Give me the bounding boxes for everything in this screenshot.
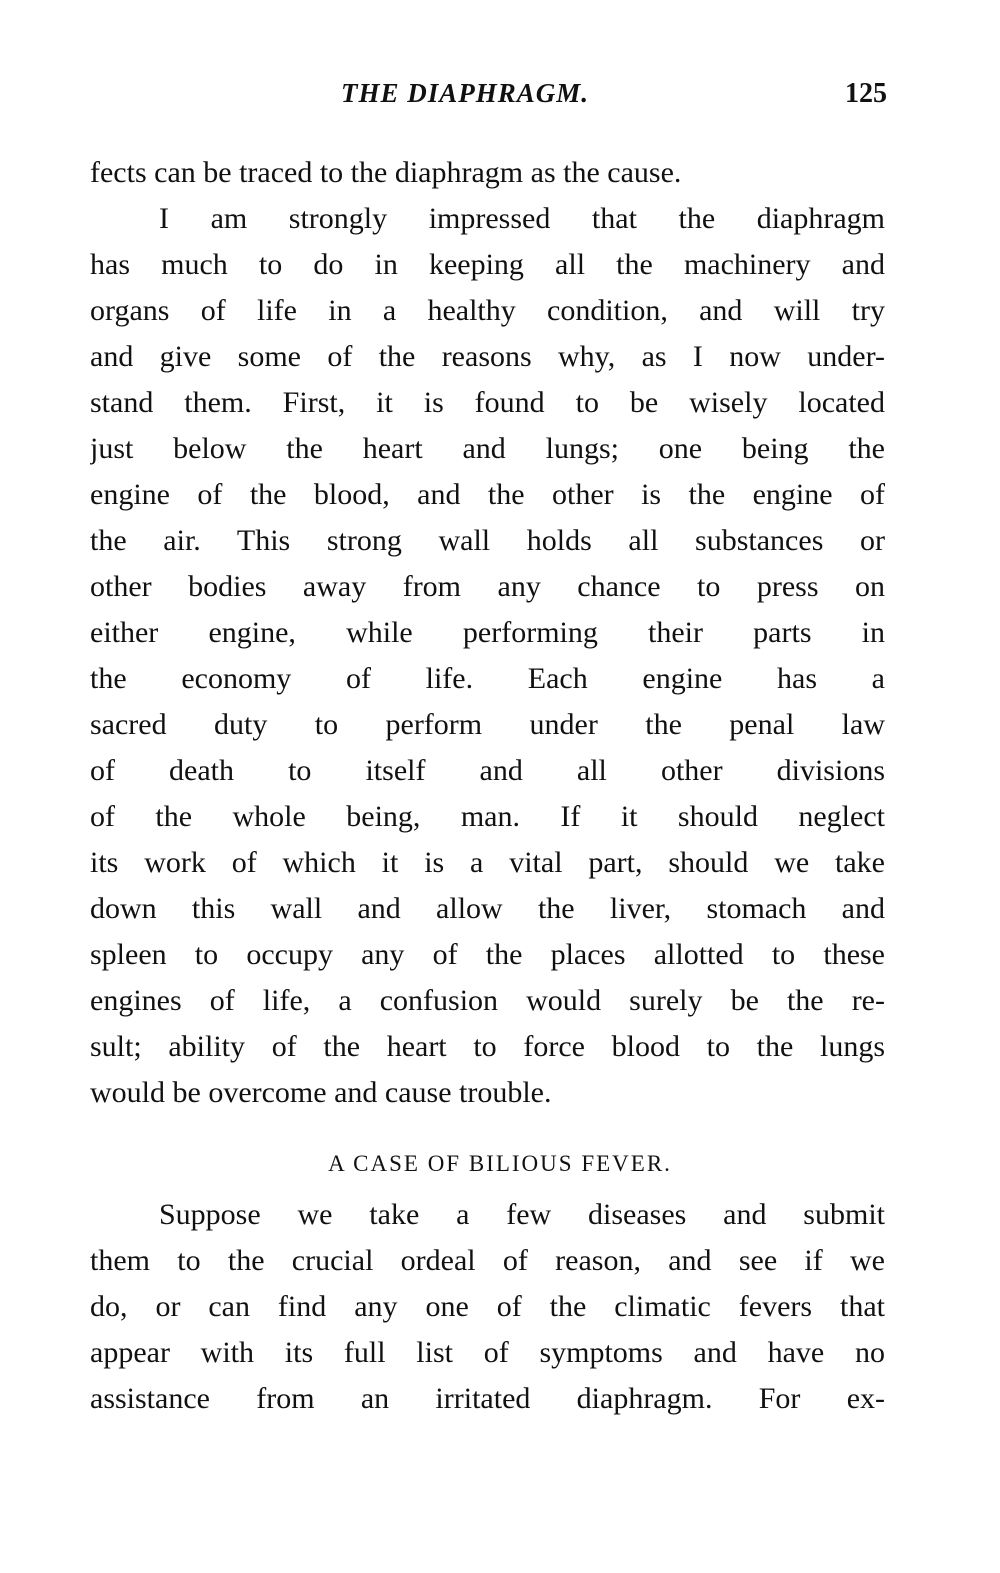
text-line: of the whole being, man. If it should neglect [90, 800, 885, 833]
running-head [0, 78, 1000, 118]
text-line: engines of life, a confusion would surely be the re- [90, 984, 885, 1017]
text-line: appear with its full list of symptoms and have no [90, 1336, 885, 1369]
text-line: just below the heart and lungs; one being the [90, 432, 885, 465]
body-text-lower [90, 1192, 885, 1422]
text-line: other bodies away from any chance to press on [90, 570, 885, 603]
text-line: engine of the blood, and the other is the engine of [90, 478, 885, 511]
text-line: spleen to occupy any of the places allotted to these [90, 938, 885, 971]
text-line: do, or can find any one of the climatic fevers that [90, 1290, 885, 1323]
running-title: THE DIAPHRAGM. [341, 78, 590, 108]
text-line: down this wall and allow the liver, stomach and [90, 892, 885, 925]
section-heading: A CASE OF BILIOUS FEVER. [328, 1151, 672, 1176]
text-line: fects can be traced to the diaphragm as the cause. [90, 156, 682, 189]
text-line: has much to do in keeping all the machinery and [90, 248, 885, 281]
text-line: them to the crucial ordeal of reason, and see if we [90, 1244, 885, 1277]
text-line: Suppose we take a few diseases and submit [159, 1198, 885, 1231]
text-line: organs of life in a healthy condition, and will try [90, 294, 885, 327]
text-line: either engine, while performing their parts in [90, 616, 885, 649]
text-line: and give some of the reasons why, as I now under- [90, 340, 885, 373]
text-line: sult; ability of the heart to force blood to the lungs [90, 1030, 885, 1063]
text-line: would be overcome and cause trouble. [90, 1076, 552, 1109]
text-line: the economy of life. Each engine has a [90, 662, 885, 695]
text-line: I am strongly impressed that the diaphragm [159, 202, 885, 235]
text-line: its work of which it is a vital part, should we take [90, 846, 885, 879]
text-line: stand them. First, it is found to be wisely located [90, 386, 885, 419]
text-line: the air. This strong wall holds all substances or [90, 524, 885, 557]
text-line: assistance from an irritated diaphragm. For ex- [90, 1382, 885, 1415]
text-line: sacred duty to perform under the penal law [90, 708, 885, 741]
text-line: of death to itself and all other divisions [90, 754, 885, 787]
body-text-upper [90, 150, 885, 1116]
page-number: 125 [845, 78, 887, 109]
